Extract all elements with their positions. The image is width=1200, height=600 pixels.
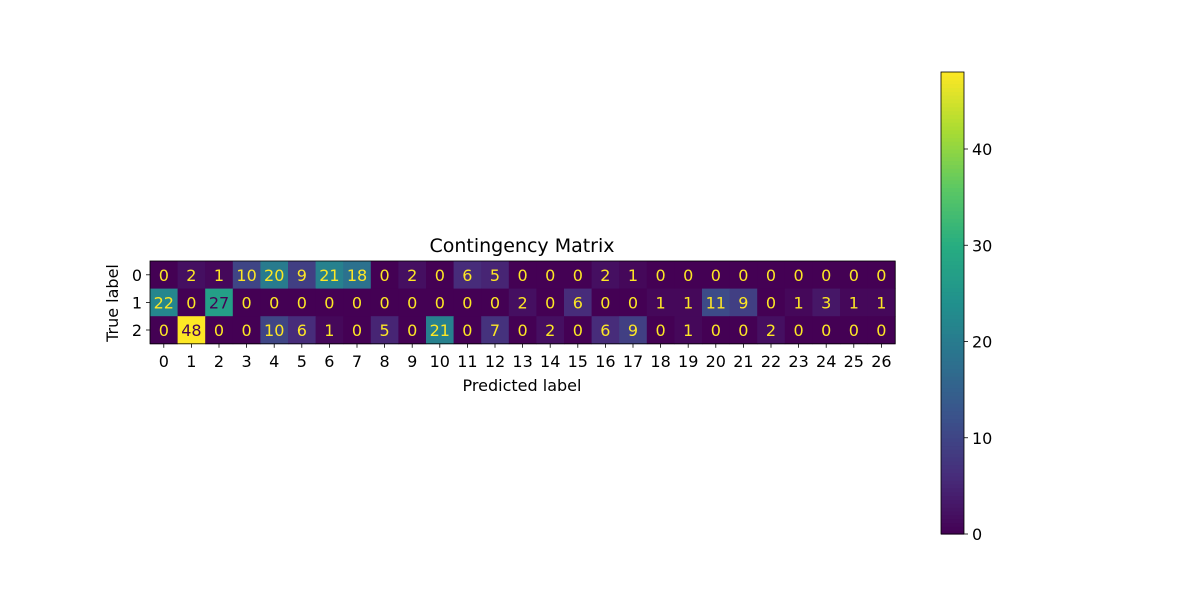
colorbar-segment <box>941 372 964 376</box>
x-tick-label: 26 <box>871 351 892 371</box>
x-tick-label: 16 <box>595 351 616 371</box>
x-tick-label: 0 <box>158 351 169 371</box>
colorbar-segment <box>941 141 964 145</box>
colorbar-segment <box>941 157 964 161</box>
colorbar-segment <box>941 461 964 465</box>
colorbar-segment <box>941 103 964 107</box>
colorbar-segment <box>941 137 964 141</box>
cell-value-label: 0 <box>655 321 666 340</box>
cell-value-label: 11 <box>705 293 726 313</box>
colorbar-segment <box>941 288 964 292</box>
colorbar-segment <box>941 322 964 326</box>
colorbar-segment <box>941 469 964 473</box>
cell-value-label: 0 <box>793 321 804 340</box>
cell-value-label: 6 <box>296 321 307 340</box>
colorbar-segment <box>941 445 964 449</box>
colorbar-segment <box>941 111 964 115</box>
colorbar-segment <box>941 384 964 388</box>
x-tick-label: 13 <box>512 351 533 371</box>
colorbar-segment <box>941 503 964 507</box>
colorbar-segment <box>941 392 964 396</box>
colorbar-segment <box>941 249 964 253</box>
cell-value-label: 0 <box>793 265 804 285</box>
colorbar-segment <box>941 180 964 184</box>
colorbar-segment <box>941 191 964 195</box>
colorbar-segment <box>941 353 964 357</box>
colorbar-segment <box>941 226 964 230</box>
colorbar-segment <box>941 345 964 349</box>
cell-value-label: 0 <box>848 321 859 340</box>
cell-value-label: 6 <box>462 265 473 285</box>
colorbar-segment <box>941 164 964 168</box>
x-tick-label: 20 <box>705 351 726 371</box>
cell-value-label: 9 <box>296 265 307 285</box>
y-axis-label: True label <box>103 264 122 342</box>
colorbar-segment <box>941 438 964 442</box>
cell-value-label: 0 <box>765 265 777 285</box>
colorbar-segment <box>941 291 964 295</box>
colorbar-segment <box>941 453 964 457</box>
cell-value-label: 0 <box>269 293 280 313</box>
colorbar-segment <box>941 122 964 126</box>
colorbar-segment <box>941 388 964 392</box>
colorbar-segment <box>941 245 964 249</box>
colorbar-tick-label: 0 <box>972 525 983 544</box>
x-tick-label: 8 <box>379 351 390 371</box>
x-tick-label: 10 <box>429 351 450 371</box>
y-tick-label: 2 <box>131 321 142 340</box>
cell-value-label: 0 <box>572 265 583 285</box>
colorbar-segment <box>941 496 964 500</box>
colorbar-segment <box>941 91 964 95</box>
colorbar-segment <box>941 214 964 218</box>
cell-value-label: 0 <box>710 321 721 340</box>
cell-value-label: 20 <box>264 265 285 285</box>
x-tick-label: 9 <box>407 351 418 371</box>
cell-value-label: 0 <box>351 321 363 340</box>
colorbar-segment <box>941 184 964 188</box>
colorbar-segment <box>941 484 964 488</box>
cell-value-label: 0 <box>186 293 197 313</box>
colorbar-segment <box>941 130 964 134</box>
cell-value-label: 1 <box>793 293 804 313</box>
cell-value-label: 0 <box>876 265 887 285</box>
cell-value-label: 9 <box>627 321 639 340</box>
chart-title: Contingency Matrix <box>429 235 615 257</box>
colorbar-segment <box>941 176 964 180</box>
cell-value-label: 0 <box>379 265 390 285</box>
colorbar-segment <box>941 99 964 103</box>
cell-value-label: 1 <box>683 293 694 313</box>
colorbar-segment <box>941 330 964 334</box>
x-tick-label: 3 <box>241 351 252 371</box>
colorbar-segment <box>941 126 964 130</box>
cell-value-label: 0 <box>213 321 225 340</box>
colorbar-segment <box>941 76 964 80</box>
x-tick-label: 4 <box>269 351 280 371</box>
cell-value-label: 0 <box>683 265 694 285</box>
x-tick-label: 17 <box>622 351 644 371</box>
x-tick-label: 11 <box>457 351 478 371</box>
colorbar-tick-label: 40 <box>972 140 993 159</box>
x-tick-label: 25 <box>843 351 864 371</box>
colorbar-segment <box>941 284 964 288</box>
colorbar-segment <box>941 399 964 403</box>
cell-value-label: 2 <box>517 293 528 313</box>
colorbar-segment <box>941 519 964 523</box>
cell-value-label: 1 <box>213 265 225 285</box>
colorbar-segment <box>941 395 964 399</box>
cell-value-label: 0 <box>324 293 335 313</box>
colorbar-segment <box>941 295 964 299</box>
cell-value-label: 0 <box>517 265 528 285</box>
cell-value-label: 2 <box>186 265 197 285</box>
colorbar-segment <box>941 403 964 407</box>
cell-value-label: 0 <box>407 321 418 340</box>
x-tick-label: 19 <box>678 351 699 371</box>
cell-value-label: 9 <box>738 293 749 313</box>
cell-value-label: 6 <box>572 293 583 313</box>
colorbar-segment <box>941 311 964 315</box>
cell-value-label: 0 <box>876 321 887 340</box>
colorbar-segment <box>941 168 964 172</box>
cell-value-label: 0 <box>489 293 501 313</box>
colorbar <box>941 72 992 544</box>
colorbar-segment <box>941 80 964 84</box>
colorbar-segment <box>941 188 964 192</box>
colorbar-segment <box>941 218 964 222</box>
colorbar-segment <box>941 84 964 88</box>
cell-value-label: 0 <box>241 321 252 340</box>
colorbar-segment <box>941 380 964 384</box>
cell-value-label: 0 <box>738 265 749 285</box>
x-tick-label: 22 <box>760 351 782 371</box>
cell-value-label: 0 <box>434 293 445 313</box>
cell-value-label: 27 <box>208 293 230 313</box>
colorbar-segment <box>941 442 964 446</box>
colorbar-segment <box>941 303 964 307</box>
colorbar-segment <box>941 145 964 149</box>
x-tick-label: 12 <box>484 351 506 371</box>
colorbar-segment <box>941 411 964 415</box>
colorbar-segment <box>941 522 964 526</box>
colorbar-segment <box>941 276 964 280</box>
cell-value-label: 0 <box>296 293 307 313</box>
x-tick-label: 5 <box>296 351 307 371</box>
colorbar-segment <box>941 507 964 511</box>
cell-value-label: 0 <box>241 293 252 313</box>
cell-value-label: 22 <box>153 293 174 313</box>
cell-value-label: 21 <box>429 321 450 340</box>
colorbar-segment <box>941 334 964 338</box>
cell-value-label: 0 <box>351 293 363 313</box>
colorbar-segment <box>941 315 964 319</box>
cell-value-label: 0 <box>627 293 639 313</box>
colorbar-segment <box>941 326 964 330</box>
colorbar-segment <box>941 280 964 284</box>
colorbar-segment <box>941 480 964 484</box>
colorbar-segment <box>941 87 964 91</box>
colorbar-segment <box>941 222 964 226</box>
colorbar-segment <box>941 426 964 430</box>
colorbar-segment <box>941 203 964 207</box>
cell-value-label: 21 <box>319 265 340 285</box>
cell-value-label: 0 <box>517 321 528 340</box>
colorbar-segment <box>941 361 964 365</box>
colorbar-segment <box>941 230 964 234</box>
colorbar-segment <box>941 153 964 157</box>
cell-value-label: 0 <box>545 265 556 285</box>
colorbar-segment <box>941 299 964 303</box>
x-tick-label: 23 <box>788 351 809 371</box>
colorbar-segment <box>941 449 964 453</box>
cell-value-label: 0 <box>765 293 777 313</box>
colorbar-segment <box>941 118 964 122</box>
x-tick-label: 14 <box>540 351 561 371</box>
colorbar-segment <box>941 419 964 423</box>
colorbar-segment <box>941 272 964 276</box>
y-axis-ticks <box>132 266 150 340</box>
colorbar-segment <box>941 318 964 322</box>
cell-value-label: 1 <box>627 265 639 285</box>
colorbar-segment <box>941 241 964 245</box>
colorbar-segment <box>941 338 964 342</box>
colorbar-segment <box>941 199 964 203</box>
colorbar-segment <box>941 257 964 261</box>
cell-value-label: 10 <box>236 265 257 285</box>
colorbar-segment <box>941 253 964 257</box>
colorbar-tick-label: 20 <box>972 332 993 352</box>
cell-value-label: 0 <box>379 293 390 313</box>
colorbar-segment <box>941 72 964 76</box>
colorbar-segment <box>941 407 964 411</box>
cell-value-label: 0 <box>158 321 169 340</box>
x-tick-label: 6 <box>324 351 335 371</box>
x-tick-label: 18 <box>650 351 671 371</box>
cell-value-label: 5 <box>379 321 390 340</box>
cell-value-label: 0 <box>407 293 418 313</box>
colorbar-segment <box>941 134 964 138</box>
x-tick-label: 7 <box>351 351 363 371</box>
cell-value-label: 48 <box>181 321 202 340</box>
cell-value-label: 1 <box>876 293 887 313</box>
cell-value-label: 0 <box>158 265 169 285</box>
cell-value-label: 3 <box>821 293 832 313</box>
x-tick-label: 2 <box>213 351 225 371</box>
colorbar-segment <box>941 268 964 272</box>
cell-value-label: 0 <box>738 321 749 340</box>
cell-value-label: 1 <box>655 293 666 313</box>
colorbar-segment <box>941 422 964 426</box>
y-tick-label: 1 <box>131 293 142 313</box>
colorbar-segment <box>941 349 964 353</box>
cell-value-label: 0 <box>848 265 859 285</box>
x-tick-label: 15 <box>567 351 588 371</box>
colorbar-segment <box>941 234 964 238</box>
colorbar-segment <box>941 499 964 503</box>
colorbar-segment <box>941 376 964 380</box>
cell-value-label: 0 <box>572 321 583 340</box>
cell-value-label: 0 <box>462 293 473 313</box>
colorbar-segment <box>941 195 964 199</box>
cell-value-label: 0 <box>434 265 445 285</box>
colorbar-segment <box>941 265 964 269</box>
cell-value-label: 0 <box>600 293 611 313</box>
cell-value-label: 10 <box>264 321 285 340</box>
colorbar-segment <box>941 511 964 515</box>
colorbar-segment <box>941 515 964 519</box>
cell-value-label: 1 <box>683 321 694 340</box>
colorbar-segment <box>941 172 964 176</box>
cell-value-label: 5 <box>489 265 501 285</box>
colorbar-segment <box>941 261 964 265</box>
colorbar-segment <box>941 365 964 369</box>
colorbar-segment <box>941 211 964 215</box>
cell-value-label: 6 <box>600 321 611 340</box>
y-tick-label: 0 <box>131 265 142 285</box>
x-tick-label: 21 <box>733 351 754 371</box>
cell-value-label: 2 <box>600 265 611 285</box>
colorbar-segment <box>941 415 964 419</box>
colorbar-segment <box>941 238 964 242</box>
cell-value-label: 0 <box>462 321 473 340</box>
colorbar-segment <box>941 476 964 480</box>
colorbar-segment <box>941 307 964 311</box>
cell-value-label: 0 <box>545 293 556 313</box>
colorbar-segment <box>941 368 964 372</box>
cell-value-label: 0 <box>821 321 832 340</box>
colorbar-tick-label: 30 <box>972 236 993 256</box>
colorbar-tick-label: 10 <box>972 428 993 448</box>
colorbar-segment <box>941 149 964 153</box>
cell-value-label: 0 <box>821 265 832 285</box>
colorbar-segment <box>941 114 964 118</box>
colorbar-segment <box>941 161 964 165</box>
colorbar-segment <box>941 492 964 496</box>
x-axis-ticks <box>159 344 892 371</box>
x-tick-label: 24 <box>816 351 837 371</box>
cell-value-label: 7 <box>489 321 501 340</box>
x-axis-label: Predicted label <box>462 376 582 395</box>
colorbar-segment <box>941 434 964 438</box>
colorbar-segment <box>941 95 964 99</box>
colorbar-segment <box>941 488 964 492</box>
colorbar-segment <box>941 342 964 346</box>
colorbar-segment <box>941 472 964 476</box>
colorbar-segment <box>941 430 964 434</box>
cell-value-label: 0 <box>655 265 666 285</box>
colorbar-segment <box>941 465 964 469</box>
colorbar-segment <box>941 526 964 530</box>
colorbar-segment <box>941 207 964 211</box>
heatmap-cells <box>150 261 896 344</box>
cell-value-label: 1 <box>848 293 859 313</box>
cell-value-label: 0 <box>710 265 721 285</box>
colorbar-segment <box>941 357 964 361</box>
cell-value-label: 2 <box>545 321 556 340</box>
cell-value-label: 1 <box>324 321 335 340</box>
x-tick-label: 1 <box>186 351 197 371</box>
cell-value-label: 2 <box>407 265 418 285</box>
cell-value-label: 2 <box>765 321 777 340</box>
colorbar-segment <box>941 457 964 461</box>
colorbar-segment <box>941 107 964 111</box>
cell-value-label: 18 <box>346 265 368 285</box>
